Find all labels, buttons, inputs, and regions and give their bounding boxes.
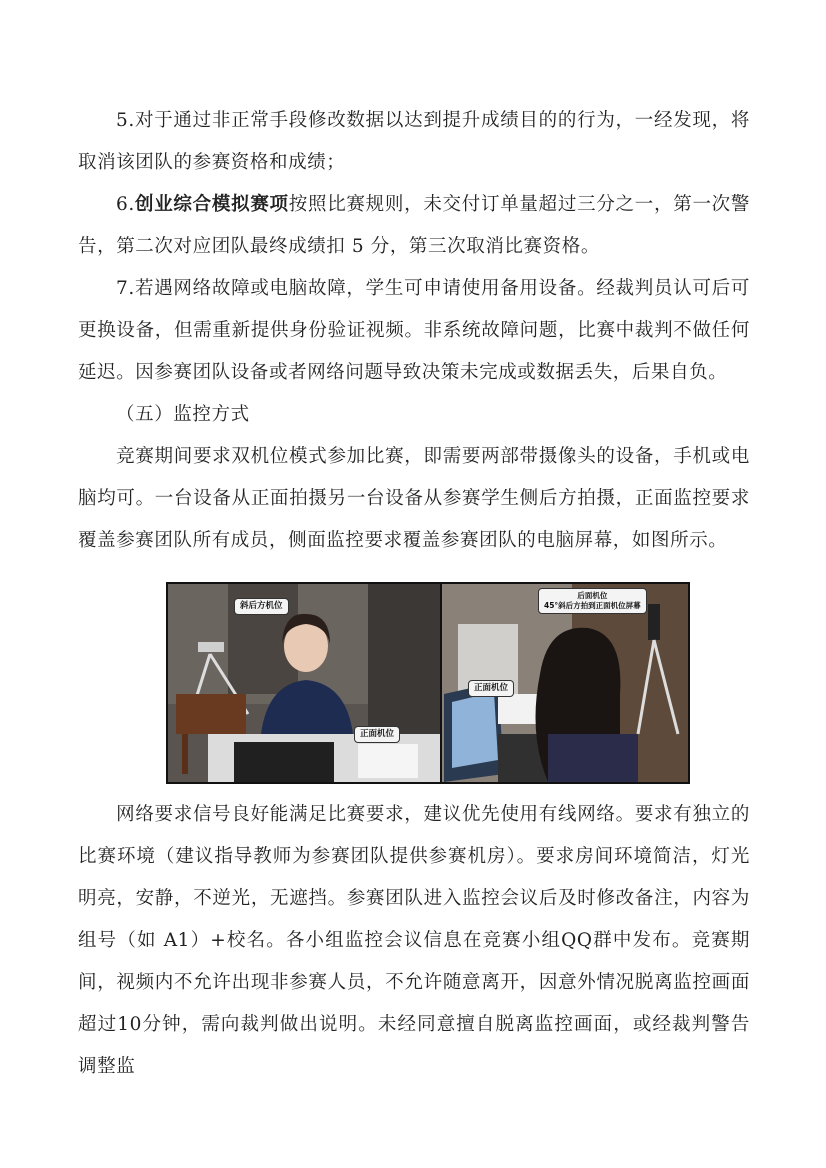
bold-event-name: 创业综合模拟赛项 (134, 194, 289, 215)
section-heading: （五）监控方式 (116, 404, 250, 425)
paragraph-network-requirements: 网络要求信号良好能满足比赛要求，建议优先使用有线网络。要求有独立的比赛环境（建议指导教师为参赛团队提供参赛机房）。要求房间环境简洁，灯光明亮，安静，不逆光，无遮挡。参赛团队进入监控会议后及时修改备注，内容为组号（如 A1）+校名。各小组监控会议信息在竞赛小组QQ群中发布。竞赛期间，视频内不允许出现非参赛人员，不允许随意离开，因意外情况脱离监控画面超过10分钟，需向裁判做出说明。未经同意擅自脱离监控画面，或经裁判警告调整监 (78, 804, 750, 1077)
callout-front-camera-left: 正面机位 (354, 726, 400, 743)
callout-rear-camera-right: 后面机位 45°斜后方拍到正面机位屏幕 (538, 588, 647, 614)
callout-rear-camera-left: 斜后方机位 (234, 598, 289, 615)
callout-front-camera-right: 正面机位 (468, 680, 514, 697)
paragraph-rule-7: 7.若遇网络故障或电脑故障，学生可申请使用备用设备。经裁判员认可后可更换设备，但需重新提供身份验证视频。非系统故障问题，比赛中裁判不做任何延迟。因参赛团队设备或者网络问题导致决策未完成或数据丢失，后果自负。 (78, 278, 750, 383)
paragraph-monitoring: 竞赛期间要求双机位模式参加比赛，即需要两部带摄像头的设备，手机或电脑均可。一台设备从正面拍摄另一台设备从参赛学生侧后方拍摄，正面监控要求覆盖参赛团队所有成员，侧面监控要求覆盖参赛团队的电脑屏幕，如图所示。 (78, 446, 750, 551)
paragraph-rule-5: 5.对于通过非正常手段修改数据以达到提升成绩目的的行为，一经发现，将取消该团队的参赛资格和成绩； (78, 110, 750, 173)
monitoring-setup-photo (166, 582, 690, 784)
left-photo-panel (168, 584, 440, 782)
paragraph-rule-6: 6.创业综合模拟赛项按照比赛规则，未交付订单量超过三分之一，第一次警告，第二次对应团队最终成绩扣 5 分，第三次取消比赛资格。 (78, 194, 750, 257)
